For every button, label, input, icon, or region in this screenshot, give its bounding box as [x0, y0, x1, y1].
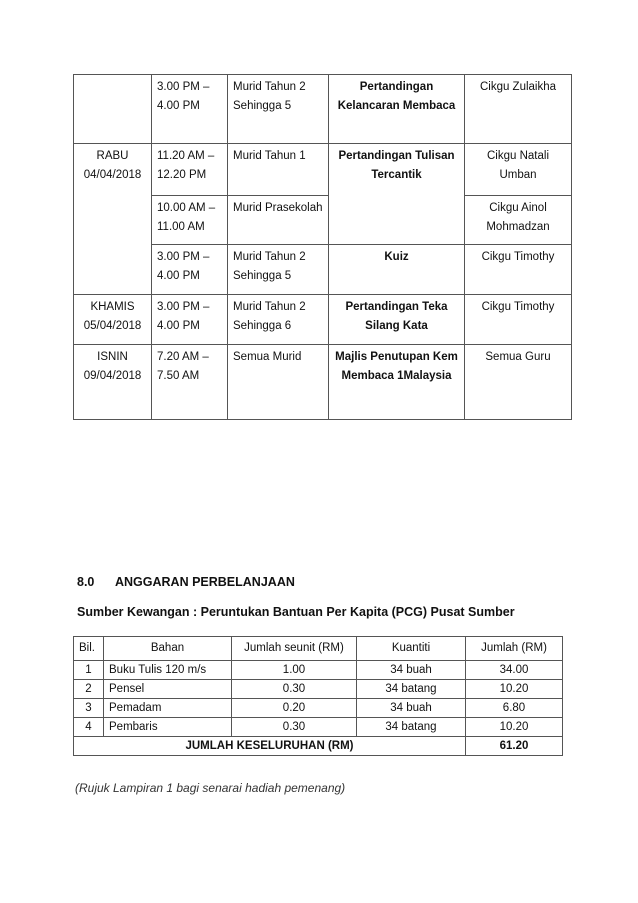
time-cell: 3.00 PM – 4.00 PM [152, 295, 228, 345]
section-title: ANGGARAN PERBELANJAAN [115, 575, 295, 589]
header-cell: Bil. [74, 637, 104, 661]
time-cell: 11.20 AM – 12.20 PM [152, 144, 228, 196]
table-row [74, 75, 572, 144]
header-cell: Kuantiti [357, 637, 466, 661]
header-cell: Bahan [104, 637, 232, 661]
unit-price-cell: 1.00 [232, 661, 357, 680]
day-label: RABU [96, 150, 129, 162]
unit-price-cell: 0.30 [232, 718, 357, 737]
quantity-cell: 34 buah [357, 699, 466, 718]
total-cell: 6.80 [466, 699, 563, 718]
time-cell: 3.00 PM – 4.00 PM [152, 245, 228, 295]
day-cell [74, 345, 152, 420]
day-cell [74, 295, 152, 345]
time-cell: 7.20 AM – 7.50 AM [152, 345, 228, 420]
participants-cell: Murid Tahun 2 Sehingga 6 [228, 295, 329, 345]
grand-total-label: JUMLAH KESELURUHAN (RM) [74, 737, 466, 756]
table-header-row [74, 637, 563, 661]
table-row [74, 680, 563, 699]
table-row [74, 699, 563, 718]
day-label: ISNIN [97, 351, 128, 363]
participants-cell: Murid Tahun 1 [228, 144, 329, 196]
appendix-note: (Rujuk Lampiran 1 bagi senarai hadiah pemenang) [75, 781, 346, 795]
row-number: 2 [74, 680, 104, 699]
unit-price-cell: 0.30 [232, 680, 357, 699]
table-row [74, 295, 572, 345]
time-cell: 3.00 PM – 4.00 PM [152, 75, 228, 144]
date-label: 09/04/2018 [83, 370, 142, 382]
schedule-table [73, 74, 572, 420]
day-label: KHAMIS [90, 301, 135, 313]
header-cell: Jumlah seunit (RM) [232, 637, 357, 661]
grand-total-row [74, 737, 563, 756]
grand-total-value: 61.20 [466, 737, 563, 756]
teacher-cell: Cikgu Natali Umban [465, 144, 572, 196]
item-cell: Pembaris [104, 718, 232, 737]
date-label: 05/04/2018 [83, 320, 142, 332]
teacher-cell: Cikgu Ainol Mohmadzan [465, 196, 572, 245]
teacher-cell: Semua Guru [465, 345, 572, 420]
activity-cell: Kuiz [329, 245, 465, 295]
activity-cell: Pertandingan Tulisan Tercantik [329, 144, 465, 245]
table-row [74, 718, 563, 737]
unit-price-cell: 0.20 [232, 699, 357, 718]
teacher-cell: Cikgu Timothy [465, 295, 572, 345]
quantity-cell: 34 buah [357, 661, 466, 680]
item-cell: Pensel [104, 680, 232, 699]
item-cell: Buku Tulis 120 m/s [104, 661, 232, 680]
day-cell [74, 144, 152, 295]
activity-cell: Pertandingan Teka Silang Kata [329, 295, 465, 345]
funding-source: Sumber Kewangan : Peruntukan Bantuan Per Kapita (PCG) Pusat Sumber [77, 605, 515, 619]
date-label: 04/04/2018 [83, 169, 142, 181]
participants-cell: Murid Tahun 2 Sehingga 5 [228, 245, 329, 295]
total-cell: 10.20 [466, 680, 563, 699]
teacher-cell: Cikgu Timothy [465, 245, 572, 295]
total-cell: 34.00 [466, 661, 563, 680]
table-row [74, 661, 563, 680]
table-row [74, 345, 572, 420]
activity-cell: Majlis Penutupan Kem Membaca 1Malaysia [329, 345, 465, 420]
teacher-cell: Cikgu Zulaikha [465, 75, 572, 144]
quantity-cell: 34 batang [357, 680, 466, 699]
item-cell: Pemadam [104, 699, 232, 718]
row-number: 4 [74, 718, 104, 737]
participants-cell: Murid Tahun 2 Sehingga 5 [228, 75, 329, 144]
activity-cell: Pertandingan Kelancaran Membaca [329, 75, 465, 144]
day-cell [74, 75, 152, 144]
total-cell: 10.20 [466, 718, 563, 737]
row-number: 3 [74, 699, 104, 718]
row-number: 1 [74, 661, 104, 680]
section-number: 8.0 [77, 575, 95, 589]
section-heading [77, 575, 295, 589]
quantity-cell: 34 batang [357, 718, 466, 737]
participants-cell: Murid Prasekolah [228, 196, 329, 245]
table-row [74, 144, 572, 196]
budget-table [73, 636, 563, 756]
participants-cell: Semua Murid [228, 345, 329, 420]
header-cell: Jumlah (RM) [466, 637, 563, 661]
time-cell: 10.00 AM – 11.00 AM [152, 196, 228, 245]
